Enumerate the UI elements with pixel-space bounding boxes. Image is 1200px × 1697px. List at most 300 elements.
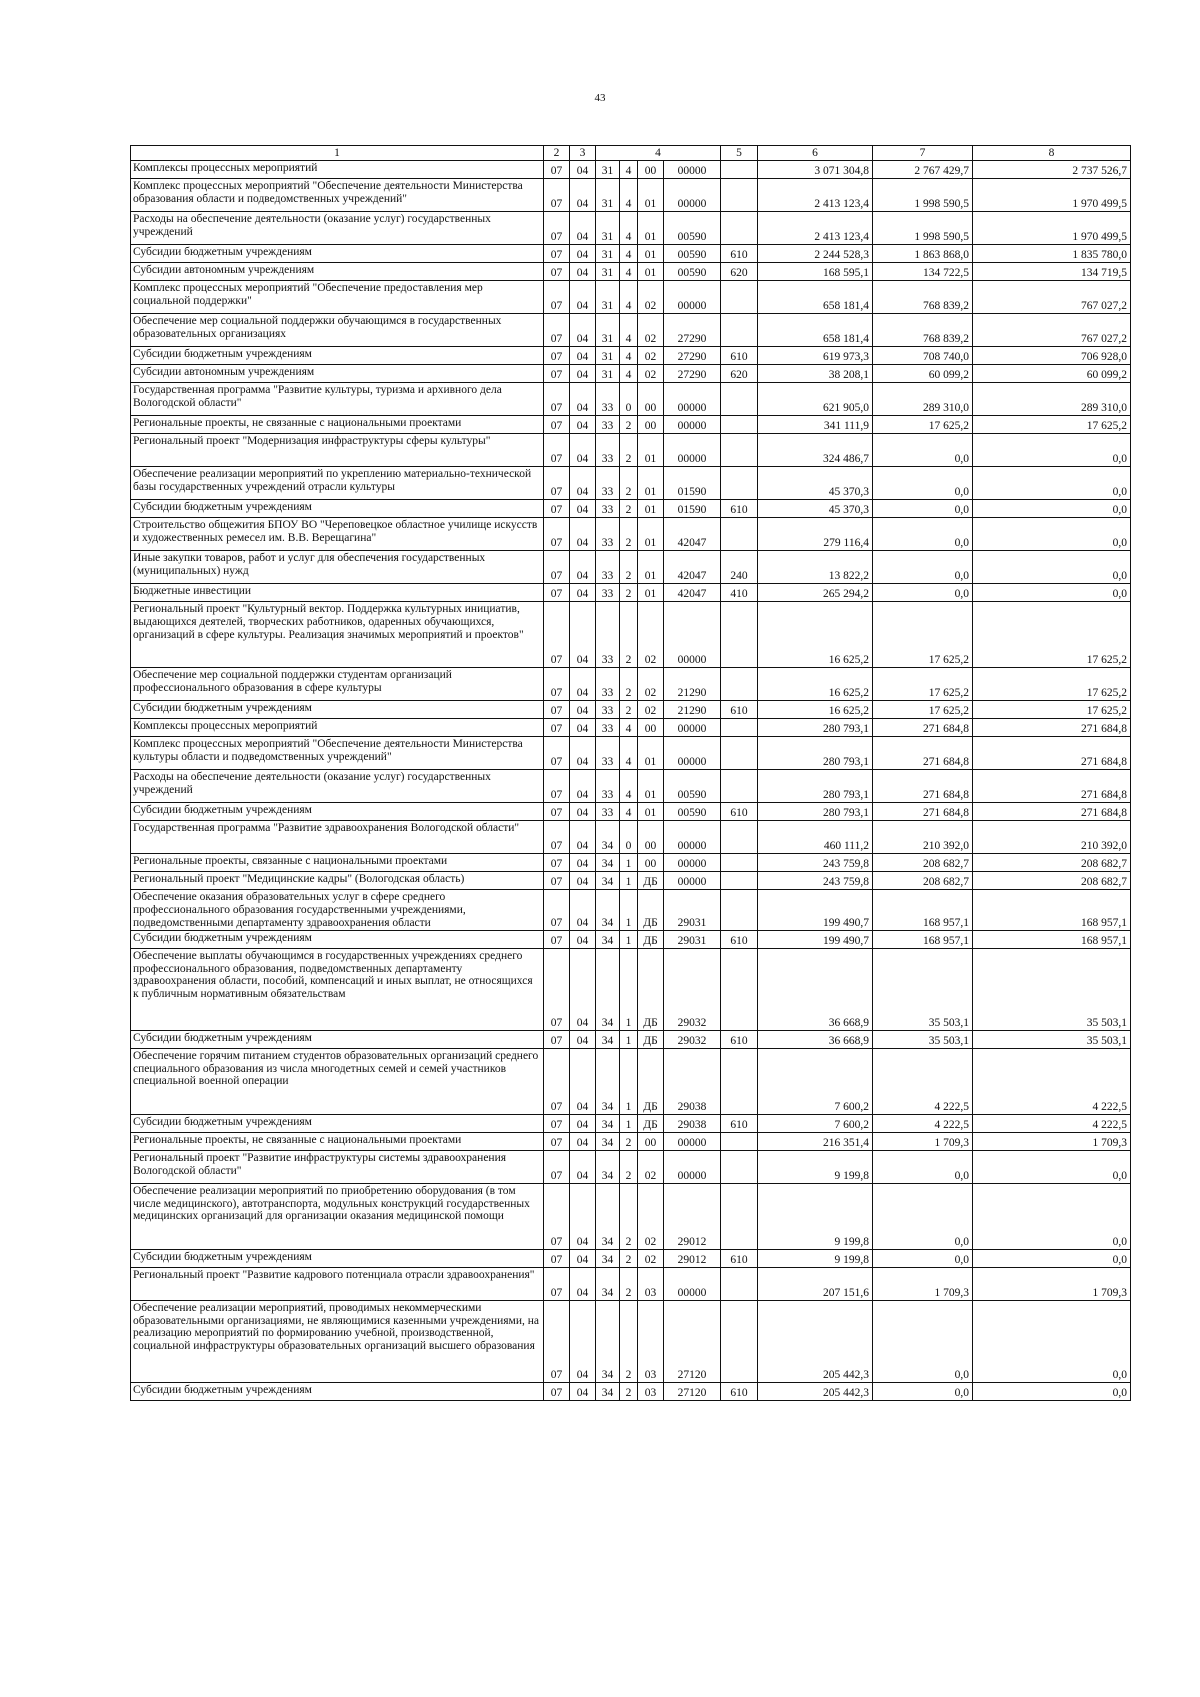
section-code: 07 [544, 383, 570, 416]
section-code: 07 [544, 551, 570, 584]
expense-type-code [721, 281, 758, 314]
amount-col-8: 17 625,2 [973, 602, 1131, 668]
program-code: 31 [596, 263, 620, 281]
amount-col-7: 0,0 [873, 518, 973, 551]
program-type-code: 1 [620, 872, 638, 890]
header-row [131, 146, 1131, 161]
table-row [131, 890, 1131, 931]
amount-col-7: 289 310,0 [873, 383, 973, 416]
expense-type-code [721, 890, 758, 931]
row-name: Субсидии бюджетным учреждениям [131, 930, 544, 948]
program-code: 33 [596, 467, 620, 500]
structural-element-code: ДБ [638, 1048, 664, 1114]
amount-col-6: 280 793,1 [758, 803, 873, 821]
amount-col-8: 1 835 780,0 [973, 245, 1131, 263]
table-row [131, 365, 1131, 383]
subsection-code: 04 [570, 551, 596, 584]
table-row [131, 1150, 1131, 1183]
row-name: Обеспечение реализации мероприятий, проводимых некоммерческими образовательными организациями, не являющимися казенными учреждениями, на реализацию мероприятий по формированию учебной, производственной, социальной инфраструктуры образовательных организаций высшего образования [131, 1300, 544, 1382]
program-type-code: 2 [620, 1300, 638, 1382]
direction-code: 27290 [664, 347, 721, 365]
table-row [131, 930, 1131, 948]
amount-col-6: 2 413 123,4 [758, 179, 873, 212]
subsection-code: 04 [570, 281, 596, 314]
program-code: 34 [596, 872, 620, 890]
section-code: 07 [544, 1132, 570, 1150]
program-code: 31 [596, 161, 620, 179]
program-type-code: 0 [620, 383, 638, 416]
row-name: Региональные проекты, не связанные с национальными проектами [131, 1132, 544, 1150]
subsection-code: 04 [570, 948, 596, 1030]
amount-col-8: 35 503,1 [973, 1030, 1131, 1048]
program-type-code: 2 [620, 467, 638, 500]
subsection-code: 04 [570, 179, 596, 212]
table-row [131, 1382, 1131, 1400]
program-code: 34 [596, 1114, 620, 1132]
row-name: Субсидии бюджетным учреждениям [131, 500, 544, 518]
row-name: Иные закупки товаров, работ и услуг для обеспечения государственных (муниципальных) нужд [131, 551, 544, 584]
table-row [131, 434, 1131, 467]
subsection-code: 04 [570, 314, 596, 347]
amount-col-8: 0,0 [973, 518, 1131, 551]
amount-col-6: 45 370,3 [758, 500, 873, 518]
table-row [131, 1030, 1131, 1048]
subsection-code: 04 [570, 1048, 596, 1114]
expense-type-code [721, 1150, 758, 1183]
expense-type-code: 610 [721, 930, 758, 948]
subsection-code: 04 [570, 803, 596, 821]
table-row [131, 347, 1131, 365]
direction-code: 00590 [664, 245, 721, 263]
expense-type-code [721, 602, 758, 668]
program-code: 33 [596, 737, 620, 770]
amount-col-8: 17 625,2 [973, 416, 1131, 434]
expense-type-code [721, 1183, 758, 1249]
amount-col-7: 210 392,0 [873, 821, 973, 854]
section-code: 07 [544, 1249, 570, 1267]
amount-col-7: 0,0 [873, 1183, 973, 1249]
amount-col-8: 0,0 [973, 584, 1131, 602]
amount-col-7: 1 998 590,5 [873, 212, 973, 245]
structural-element-code: 01 [638, 434, 664, 467]
row-name: Обеспечение оказания образовательных услуг в сфере среднего профессионального образования государственными учреждениями, подведомственными департаменту здравоохранения области [131, 890, 544, 931]
program-type-code: 4 [620, 263, 638, 281]
amount-col-8: 168 957,1 [973, 930, 1131, 948]
expense-type-code [721, 737, 758, 770]
header-col-7: 7 [873, 146, 973, 161]
expense-type-code [721, 314, 758, 347]
amount-col-8: 0,0 [973, 1382, 1131, 1400]
structural-element-code: ДБ [638, 1114, 664, 1132]
structural-element-code: 01 [638, 500, 664, 518]
subsection-code: 04 [570, 1267, 596, 1300]
direction-code: 00000 [664, 1150, 721, 1183]
section-code: 07 [544, 701, 570, 719]
amount-col-7: 271 684,8 [873, 803, 973, 821]
row-name: Расходы на обеспечение деятельности (оказание услуг) государственных учреждений [131, 212, 544, 245]
subsection-code: 04 [570, 416, 596, 434]
expense-type-code [721, 212, 758, 245]
section-code: 07 [544, 1114, 570, 1132]
header-col-8: 8 [973, 146, 1131, 161]
expense-type-code [721, 770, 758, 803]
program-code: 31 [596, 365, 620, 383]
expense-type-code: 610 [721, 500, 758, 518]
section-code: 07 [544, 281, 570, 314]
table-row [131, 1300, 1131, 1382]
program-code: 31 [596, 179, 620, 212]
structural-element-code: 02 [638, 281, 664, 314]
amount-col-7: 768 839,2 [873, 314, 973, 347]
program-type-code: 2 [620, 668, 638, 701]
amount-col-6: 280 793,1 [758, 719, 873, 737]
structural-element-code: 01 [638, 518, 664, 551]
expense-type-code [721, 434, 758, 467]
expense-type-code: 610 [721, 1114, 758, 1132]
direction-code: 29031 [664, 930, 721, 948]
expense-type-code: 610 [721, 347, 758, 365]
row-name: Комплексы процессных мероприятий [131, 719, 544, 737]
amount-col-7: 168 957,1 [873, 890, 973, 931]
row-name: Государственная программа "Развитие здравоохранения Вологодской области" [131, 821, 544, 854]
amount-col-6: 7 600,2 [758, 1048, 873, 1114]
subsection-code: 04 [570, 701, 596, 719]
subsection-code: 04 [570, 872, 596, 890]
structural-element-code: 02 [638, 347, 664, 365]
header-col-1: 1 [131, 146, 544, 161]
program-type-code: 2 [620, 551, 638, 584]
amount-col-6: 36 668,9 [758, 948, 873, 1030]
amount-col-6: 205 442,3 [758, 1300, 873, 1382]
table-row [131, 584, 1131, 602]
program-type-code: 2 [620, 1150, 638, 1183]
subsection-code: 04 [570, 719, 596, 737]
subsection-code: 04 [570, 1132, 596, 1150]
amount-col-7: 208 682,7 [873, 872, 973, 890]
expense-type-code: 610 [721, 1249, 758, 1267]
program-type-code: 4 [620, 770, 638, 803]
table-row [131, 179, 1131, 212]
section-code: 07 [544, 930, 570, 948]
program-code: 34 [596, 854, 620, 872]
amount-col-8: 17 625,2 [973, 701, 1131, 719]
table-row [131, 872, 1131, 890]
table-row [131, 821, 1131, 854]
amount-col-6: 2 244 528,3 [758, 245, 873, 263]
program-code: 34 [596, 821, 620, 854]
row-name: Комплекс процессных мероприятий "Обеспечение деятельности Министерства образования области и подведомственных учреждений" [131, 179, 544, 212]
amount-col-6: 7 600,2 [758, 1114, 873, 1132]
subsection-code: 04 [570, 930, 596, 948]
program-type-code: 2 [620, 602, 638, 668]
amount-col-7: 17 625,2 [873, 602, 973, 668]
section-code: 07 [544, 518, 570, 551]
amount-col-6: 199 490,7 [758, 890, 873, 931]
program-code: 34 [596, 1300, 620, 1382]
budget-table [130, 145, 1131, 1401]
section-code: 07 [544, 416, 570, 434]
subsection-code: 04 [570, 1114, 596, 1132]
program-type-code: 1 [620, 1048, 638, 1114]
table-row [131, 383, 1131, 416]
expense-type-code: 610 [721, 245, 758, 263]
amount-col-8: 1 709,3 [973, 1267, 1131, 1300]
program-type-code: 4 [620, 719, 638, 737]
direction-code: 00000 [664, 719, 721, 737]
amount-col-6: 168 595,1 [758, 263, 873, 281]
table-row [131, 161, 1131, 179]
amount-col-8: 168 957,1 [973, 890, 1131, 931]
amount-col-7: 0,0 [873, 1249, 973, 1267]
amount-col-6: 9 199,8 [758, 1249, 873, 1267]
subsection-code: 04 [570, 365, 596, 383]
table-row [131, 245, 1131, 263]
amount-col-6: 3 071 304,8 [758, 161, 873, 179]
structural-element-code: 00 [638, 383, 664, 416]
direction-code: 27120 [664, 1382, 721, 1400]
section-code: 07 [544, 1300, 570, 1382]
header-col-3: 3 [570, 146, 596, 161]
amount-col-8: 271 684,8 [973, 770, 1131, 803]
row-name: Субсидии автономным учреждениям [131, 365, 544, 383]
amount-col-6: 619 973,3 [758, 347, 873, 365]
amount-col-7: 0,0 [873, 434, 973, 467]
section-code: 07 [544, 719, 570, 737]
expense-type-code [721, 1267, 758, 1300]
direction-code: 29012 [664, 1249, 721, 1267]
amount-col-7: 1 709,3 [873, 1267, 973, 1300]
structural-element-code: 02 [638, 701, 664, 719]
table-row [131, 500, 1131, 518]
direction-code: 00000 [664, 281, 721, 314]
section-code: 07 [544, 161, 570, 179]
direction-code: 00000 [664, 161, 721, 179]
program-code: 33 [596, 668, 620, 701]
amount-col-8: 289 310,0 [973, 383, 1131, 416]
structural-element-code: 03 [638, 1267, 664, 1300]
page-number: 43 [594, 92, 606, 104]
amount-col-7: 0,0 [873, 551, 973, 584]
amount-col-7: 0,0 [873, 467, 973, 500]
subsection-code: 04 [570, 347, 596, 365]
table-row [131, 1267, 1131, 1300]
amount-col-8: 1 970 499,5 [973, 212, 1131, 245]
direction-code: 00590 [664, 212, 721, 245]
section-code: 07 [544, 179, 570, 212]
amount-col-7: 2 767 429,7 [873, 161, 973, 179]
row-name: Региональный проект "Модернизация инфраструктуры сферы культуры" [131, 434, 544, 467]
section-code: 07 [544, 263, 570, 281]
amount-col-7: 35 503,1 [873, 948, 973, 1030]
expense-type-code: 610 [721, 1382, 758, 1400]
expense-type-code: 410 [721, 584, 758, 602]
amount-col-8: 0,0 [973, 1249, 1131, 1267]
subsection-code: 04 [570, 668, 596, 701]
section-code: 07 [544, 803, 570, 821]
program-code: 33 [596, 551, 620, 584]
amount-col-7: 0,0 [873, 584, 973, 602]
direction-code: 00000 [664, 179, 721, 212]
amount-col-6: 38 208,1 [758, 365, 873, 383]
program-type-code: 4 [620, 365, 638, 383]
expense-type-code [721, 1048, 758, 1114]
subsection-code: 04 [570, 434, 596, 467]
program-code: 34 [596, 1150, 620, 1183]
row-name: Субсидии бюджетным учреждениям [131, 803, 544, 821]
program-type-code: 4 [620, 212, 638, 245]
structural-element-code: 01 [638, 584, 664, 602]
header-col-2: 2 [544, 146, 570, 161]
table-row [131, 770, 1131, 803]
program-type-code: 1 [620, 854, 638, 872]
subsection-code: 04 [570, 1030, 596, 1048]
structural-element-code: 00 [638, 821, 664, 854]
program-code: 33 [596, 434, 620, 467]
program-type-code: 2 [620, 518, 638, 551]
program-code: 33 [596, 383, 620, 416]
section-code: 07 [544, 890, 570, 931]
amount-col-8: 35 503,1 [973, 948, 1131, 1030]
structural-element-code: 01 [638, 179, 664, 212]
table-row [131, 281, 1131, 314]
direction-code: 42047 [664, 551, 721, 584]
amount-col-6: 45 370,3 [758, 467, 873, 500]
subsection-code: 04 [570, 263, 596, 281]
subsection-code: 04 [570, 212, 596, 245]
row-name: Субсидии бюджетным учреждениям [131, 1030, 544, 1048]
amount-col-6: 16 625,2 [758, 602, 873, 668]
subsection-code: 04 [570, 161, 596, 179]
subsection-code: 04 [570, 467, 596, 500]
section-code: 07 [544, 212, 570, 245]
row-name: Государственная программа "Развитие культуры, туризма и архивного дела Вологодской области" [131, 383, 544, 416]
direction-code: 00000 [664, 602, 721, 668]
subsection-code: 04 [570, 602, 596, 668]
section-code: 07 [544, 668, 570, 701]
structural-element-code: 01 [638, 467, 664, 500]
amount-col-8: 4 222,5 [973, 1114, 1131, 1132]
amount-col-8: 767 027,2 [973, 281, 1131, 314]
table-row [131, 1183, 1131, 1249]
amount-col-8: 2 737 526,7 [973, 161, 1131, 179]
direction-code: 00000 [664, 854, 721, 872]
section-code: 07 [544, 872, 570, 890]
table-row [131, 854, 1131, 872]
program-code: 33 [596, 500, 620, 518]
program-type-code: 2 [620, 1267, 638, 1300]
amount-col-6: 16 625,2 [758, 668, 873, 701]
section-code: 07 [544, 245, 570, 263]
row-name: Комплекс процессных мероприятий "Обеспечение предоставления мер социальной поддержки" [131, 281, 544, 314]
program-type-code: 2 [620, 1249, 638, 1267]
program-code: 34 [596, 890, 620, 931]
structural-element-code: ДБ [638, 1030, 664, 1048]
amount-col-6: 658 181,4 [758, 314, 873, 347]
program-type-code: 4 [620, 737, 638, 770]
amount-col-7: 271 684,8 [873, 719, 973, 737]
subsection-code: 04 [570, 245, 596, 263]
program-code: 31 [596, 245, 620, 263]
program-code: 34 [596, 1382, 620, 1400]
direction-code: 00000 [664, 434, 721, 467]
row-name: Обеспечение мер социальной поддержки студентам организаций профессионального образования в сфере культуры [131, 668, 544, 701]
structural-element-code: 02 [638, 314, 664, 347]
table-row [131, 314, 1131, 347]
amount-col-6: 207 151,6 [758, 1267, 873, 1300]
expense-type-code [721, 518, 758, 551]
section-code: 07 [544, 602, 570, 668]
amount-col-6: 658 181,4 [758, 281, 873, 314]
direction-code: 00000 [664, 416, 721, 434]
subsection-code: 04 [570, 584, 596, 602]
program-type-code: 1 [620, 1114, 638, 1132]
section-code: 07 [544, 821, 570, 854]
amount-col-6: 280 793,1 [758, 770, 873, 803]
program-code: 34 [596, 1048, 620, 1114]
subsection-code: 04 [570, 770, 596, 803]
amount-col-8: 1 709,3 [973, 1132, 1131, 1150]
program-code: 31 [596, 212, 620, 245]
direction-code: 29031 [664, 890, 721, 931]
subsection-code: 04 [570, 1249, 596, 1267]
subsection-code: 04 [570, 1382, 596, 1400]
program-code: 34 [596, 1030, 620, 1048]
program-code: 34 [596, 930, 620, 948]
structural-element-code: 02 [638, 1183, 664, 1249]
program-type-code: 4 [620, 179, 638, 212]
program-code: 34 [596, 1267, 620, 1300]
row-name: Субсидии бюджетным учреждениям [131, 347, 544, 365]
subsection-code: 04 [570, 1150, 596, 1183]
row-name: Комплексы процессных мероприятий [131, 161, 544, 179]
amount-col-7: 1 709,3 [873, 1132, 973, 1150]
amount-col-7: 708 740,0 [873, 347, 973, 365]
program-type-code: 2 [620, 584, 638, 602]
subsection-code: 04 [570, 383, 596, 416]
row-name: Субсидии автономным учреждениям [131, 263, 544, 281]
section-code: 07 [544, 1048, 570, 1114]
table-row [131, 602, 1131, 668]
expense-type-code [721, 416, 758, 434]
section-code: 07 [544, 948, 570, 1030]
structural-element-code: ДБ [638, 948, 664, 1030]
table-row [131, 1249, 1131, 1267]
structural-element-code: 01 [638, 770, 664, 803]
direction-code: 27290 [664, 314, 721, 347]
program-code: 33 [596, 719, 620, 737]
structural-element-code: 03 [638, 1382, 664, 1400]
amount-col-7: 0,0 [873, 1150, 973, 1183]
direction-code: 00000 [664, 383, 721, 416]
program-code: 31 [596, 281, 620, 314]
row-name: Обеспечение мер социальной поддержки обучающимся в государственных образовательных организациях [131, 314, 544, 347]
structural-element-code: 01 [638, 737, 664, 770]
row-name: Региональные проекты, связанные с национальными проектами [131, 854, 544, 872]
structural-element-code: 01 [638, 551, 664, 584]
program-type-code: 2 [620, 416, 638, 434]
structural-element-code: 01 [638, 245, 664, 263]
subsection-code: 04 [570, 890, 596, 931]
amount-col-6: 2 413 123,4 [758, 212, 873, 245]
amount-col-6: 265 294,2 [758, 584, 873, 602]
expense-type-code: 620 [721, 263, 758, 281]
program-type-code: 1 [620, 1030, 638, 1048]
row-name: Комплекс процессных мероприятий "Обеспечение деятельности Министерства культуры области и подведомственных учреждений" [131, 737, 544, 770]
expense-type-code [721, 161, 758, 179]
amount-col-6: 9 199,8 [758, 1183, 873, 1249]
header-col-6: 6 [758, 146, 873, 161]
amount-col-8: 0,0 [973, 1183, 1131, 1249]
